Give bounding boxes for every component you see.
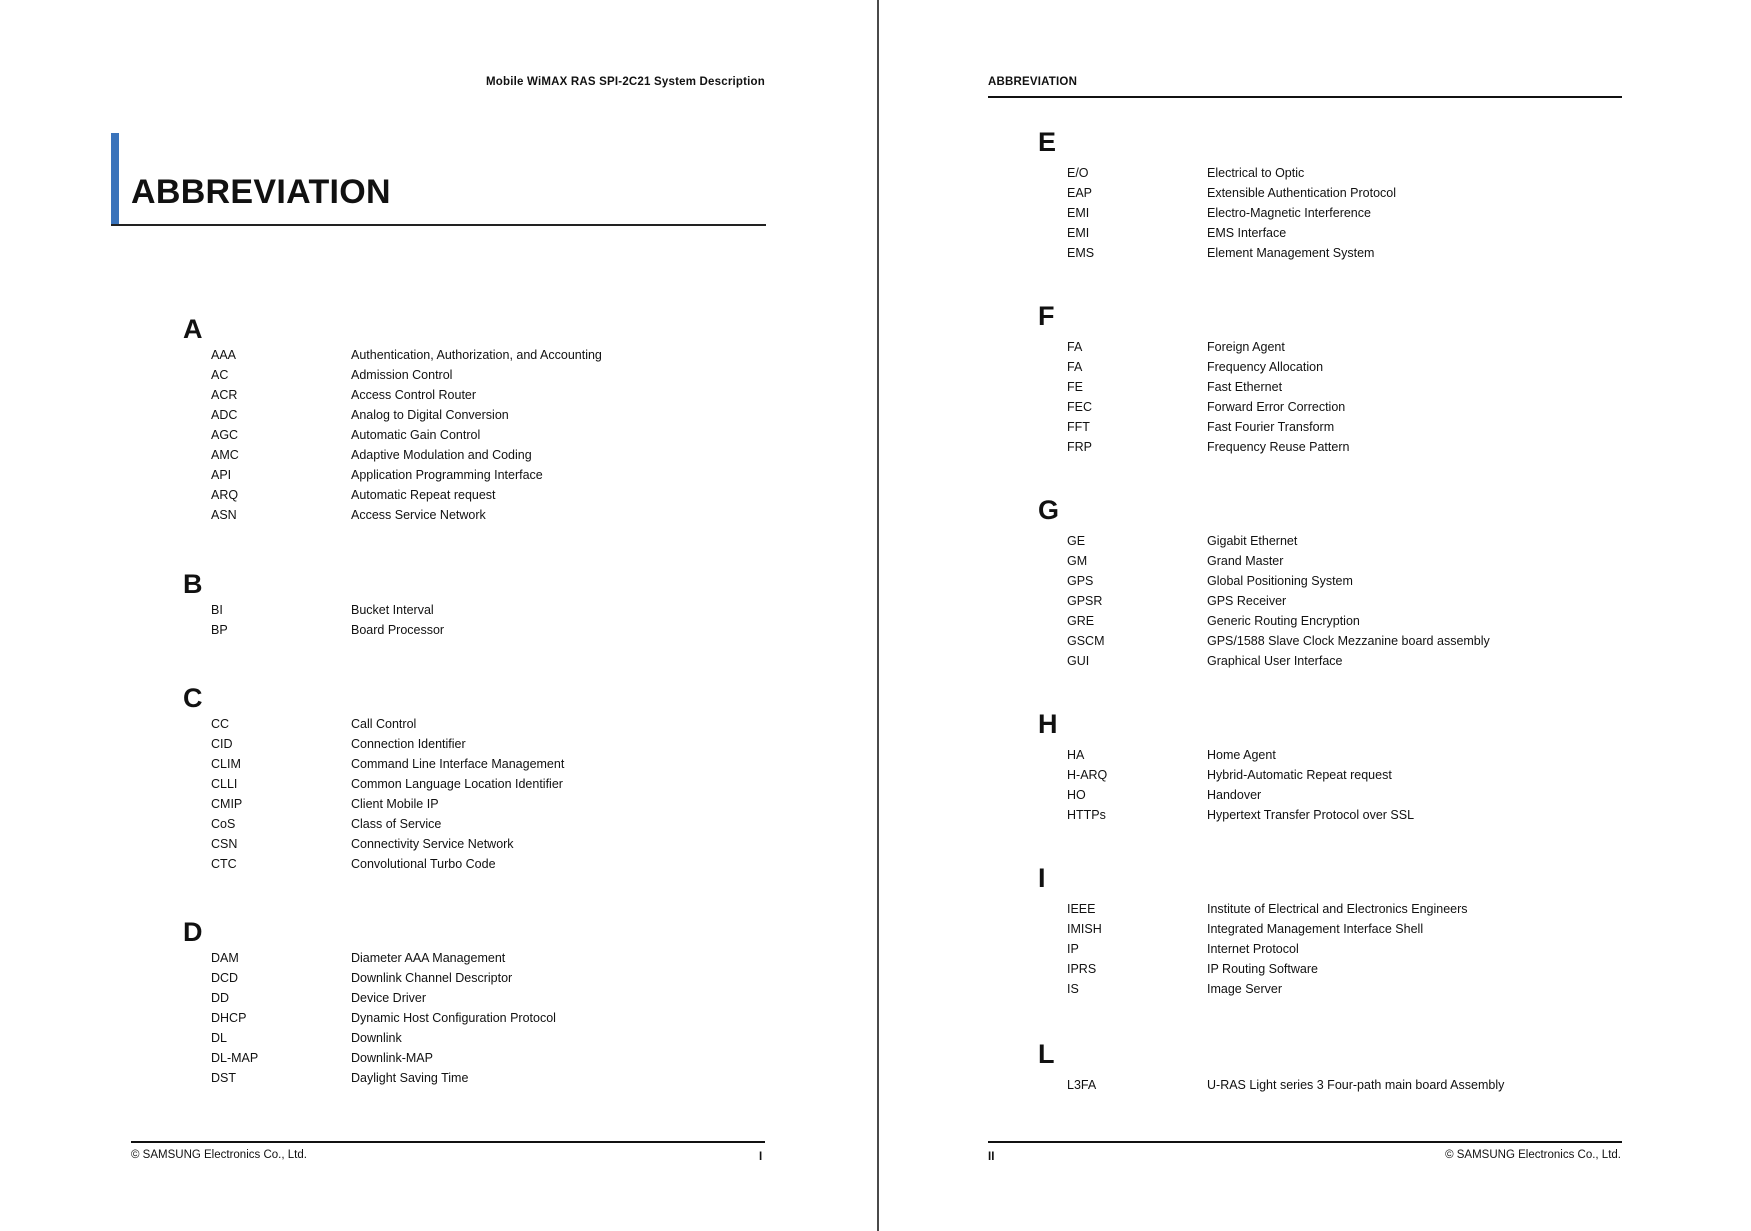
abbreviation-term: GPS: [1067, 574, 1094, 588]
abbreviation-definition: GPS/1588 Slave Clock Mezzanine board assembly: [1207, 634, 1490, 648]
abbreviation-term: API: [211, 468, 232, 482]
abbreviation-definition: Frequency Allocation: [1207, 360, 1324, 374]
abbreviation-term: CTC: [211, 857, 237, 871]
footer-copyright: © SAMSUNG Electronics Co., Ltd.: [131, 1149, 307, 1161]
abbreviation-definition: Board Processor: [351, 623, 445, 637]
abbreviation-definition: Fast Fourier Transform: [1207, 420, 1335, 434]
abbreviation-term: EAP: [1067, 186, 1093, 200]
abbreviation-term: DHCP: [211, 1011, 247, 1025]
abbreviation-term: FA: [1067, 340, 1083, 354]
abbreviation-definition: Handover: [1207, 788, 1262, 802]
abbreviation-term: BP: [211, 623, 228, 637]
abbreviation-definition: U-RAS Light series 3 Four-path main board Assembly: [1207, 1078, 1505, 1092]
abbreviation-term: AGC: [211, 428, 239, 442]
abbreviation-term: GUI: [1067, 654, 1090, 668]
abbreviation-term: DD: [211, 991, 230, 1005]
abbreviation-term: IS: [1067, 982, 1079, 996]
abbreviation-term: DL-MAP: [211, 1051, 259, 1065]
abbreviation-definition: Grand Master: [1207, 554, 1284, 568]
abbreviation-term: FRP: [1067, 440, 1092, 454]
abbreviation-term: GE: [1067, 534, 1086, 548]
abbreviation-term: AAA: [211, 348, 237, 362]
abbreviation-definition: Generic Routing Encryption: [1207, 614, 1360, 628]
abbreviation-definition: Convolutional Turbo Code: [351, 857, 496, 871]
abbreviation-definition: Graphical User Interface: [1207, 654, 1343, 668]
abbreviation-term: GPSR: [1067, 594, 1103, 608]
abbreviation-definition: Global Positioning System: [1207, 574, 1353, 588]
abbreviation-term: EMI: [1067, 206, 1090, 220]
abbreviation-definition: Diameter AAA Management: [351, 951, 506, 965]
abbreviation-term: FEC: [1067, 400, 1092, 414]
abbreviation-definition: IP Routing Software: [1207, 962, 1318, 976]
abbreviation-definition: Electro-Magnetic Interference: [1207, 206, 1371, 220]
abbreviation-definition: Device Driver: [351, 991, 427, 1005]
abbreviation-term: E/O: [1067, 166, 1089, 180]
abbreviation-definition: EMS Interface: [1207, 226, 1287, 240]
abbreviation-definition: Image Server: [1207, 982, 1283, 996]
abbreviation-term: DAM: [211, 951, 239, 965]
abbreviation-term: GSCM: [1067, 634, 1105, 648]
abbreviation-definition: Institute of Electrical and Electronics Engineers: [1207, 902, 1468, 916]
page-number: II: [988, 1151, 995, 1163]
abbreviation-term: DCD: [211, 971, 239, 985]
abbreviation-term: CLLI: [211, 777, 238, 791]
page-number: I: [759, 1151, 763, 1163]
abbreviation-definition: Connection Identifier: [351, 737, 466, 751]
abbreviation-definition: Fast Ethernet: [1207, 380, 1283, 394]
abbreviation-definition: Element Management System: [1207, 246, 1375, 260]
abbreviation-term: IPRS: [1067, 962, 1097, 976]
running-header: Mobile WiMAX RAS SPI-2C21 System Description: [485, 76, 765, 88]
section-letter: D: [183, 917, 203, 947]
header-rule: [988, 96, 1622, 98]
abbreviation-definition: Client Mobile IP: [351, 797, 439, 811]
abbreviation-definition: Foreign Agent: [1207, 340, 1285, 354]
section-letter: B: [183, 569, 203, 599]
abbreviation-term: FFT: [1067, 420, 1090, 434]
abbreviation-term: ASN: [211, 508, 237, 522]
abbreviation-definition: Forward Error Correction: [1207, 400, 1346, 414]
abbreviation-term: HTTPs: [1067, 808, 1106, 822]
abbreviation-definition: Admission Control: [351, 368, 453, 382]
abbreviation-term: BI: [211, 603, 223, 617]
abbreviation-term: HO: [1067, 788, 1086, 802]
abbreviation-definition: Automatic Repeat request: [351, 488, 496, 502]
abbreviation-definition: Frequency Reuse Pattern: [1207, 440, 1350, 454]
abbreviation-definition: Call Control: [351, 717, 417, 731]
abbreviation-term: GM: [1067, 554, 1088, 568]
section-letter: A: [183, 314, 203, 344]
running-header: ABBREVIATION: [988, 76, 1078, 88]
abbreviation-definition: Integrated Management Interface Shell: [1207, 922, 1424, 936]
abbreviation-definition: Command Line Interface Management: [351, 757, 565, 771]
abbreviation-definition: Downlink-MAP: [351, 1051, 433, 1065]
abbreviation-definition: Extensible Authentication Protocol: [1207, 186, 1397, 200]
abbreviation-definition: Class of Service: [351, 817, 442, 831]
abbreviation-term: CSN: [211, 837, 238, 851]
section-letter: L: [1038, 1039, 1055, 1069]
abbreviation-definition: Internet Protocol: [1207, 942, 1299, 956]
abbreviation-term: CLIM: [211, 757, 241, 771]
footer-rule: [988, 1141, 1622, 1143]
section-letter: C: [183, 683, 203, 713]
abbreviation-term: GRE: [1067, 614, 1095, 628]
abbreviation-term: EMI: [1067, 226, 1090, 240]
abbreviation-definition: Access Service Network: [351, 508, 486, 522]
abbreviation-term: CC: [211, 717, 230, 731]
abbreviation-definition: Hypertext Transfer Protocol over SSL: [1207, 808, 1415, 822]
abbreviation-term: ACR: [211, 388, 238, 402]
abbreviation-term: EMS: [1067, 246, 1095, 260]
abbreviation-definition: Application Programming Interface: [351, 468, 543, 482]
section-letter: G: [1038, 495, 1060, 525]
abbreviation-term: IP: [1067, 942, 1079, 956]
abbreviation-term: AMC: [211, 448, 239, 462]
abbreviation-definition: Dynamic Host Configuration Protocol: [351, 1011, 556, 1025]
abbreviation-term: CID: [211, 737, 233, 751]
abbreviation-definition: Analog to Digital Conversion: [351, 408, 509, 422]
abbreviation-definition: Gigabit Ethernet: [1207, 534, 1298, 548]
abbreviation-definition: Home Agent: [1207, 748, 1276, 762]
abbreviation-term: AC: [211, 368, 229, 382]
abbreviation-term: ARQ: [211, 488, 239, 502]
abbreviation-definition: Common Language Location Identifier: [351, 777, 563, 791]
section-letter: I: [1038, 863, 1046, 893]
chapter-title: ABBREVIATION: [131, 173, 391, 211]
chapter-heading: [111, 133, 766, 226]
abbreviation-term: FE: [1067, 380, 1083, 394]
chapter-rule: [111, 224, 766, 226]
right-page: [880, 0, 1751, 1231]
abbreviation-definition: Connectivity Service Network: [351, 837, 514, 851]
abbreviation-definition: GPS Receiver: [1207, 594, 1287, 608]
abbreviation-definition: Hybrid-Automatic Repeat request: [1207, 768, 1392, 782]
footer-copyright: © SAMSUNG Electronics Co., Ltd.: [1445, 1149, 1621, 1161]
abbreviation-definition: Access Control Router: [351, 388, 477, 402]
abbreviation-term: H-ARQ: [1067, 768, 1108, 782]
abbreviation-term: CMIP: [211, 797, 243, 811]
abbreviation-definition: Downlink: [351, 1031, 402, 1045]
abbreviation-term: DST: [211, 1071, 236, 1085]
abbreviation-term: DL: [211, 1031, 227, 1045]
section-letter: F: [1038, 301, 1055, 331]
abbreviation-definition: Daylight Saving Time: [351, 1071, 469, 1085]
footer-rule: [131, 1141, 765, 1143]
abbreviation-term: HA: [1067, 748, 1085, 762]
abbreviation-term: CoS: [211, 817, 236, 831]
book-spine-divider: [877, 0, 879, 1231]
abbreviation-definition: Bucket Interval: [351, 603, 434, 617]
abbreviation-term: IMISH: [1067, 922, 1102, 936]
abbreviation-definition: Electrical to Optic: [1207, 166, 1305, 180]
chapter-accent-bar: [111, 133, 119, 225]
abbreviation-term: L3FA: [1067, 1078, 1097, 1092]
abbreviation-definition: Adaptive Modulation and Coding: [351, 448, 532, 462]
abbreviation-definition: Automatic Gain Control: [351, 428, 481, 442]
abbreviation-term: IEEE: [1067, 902, 1096, 916]
section-letter: H: [1038, 709, 1058, 739]
abbreviation-term: FA: [1067, 360, 1083, 374]
abbreviation-term: ADC: [211, 408, 238, 422]
abbreviation-definition: Downlink Channel Descriptor: [351, 971, 513, 985]
abbreviation-definition: Authentication, Authorization, and Accounting: [351, 348, 602, 362]
section-letter: E: [1038, 127, 1057, 157]
